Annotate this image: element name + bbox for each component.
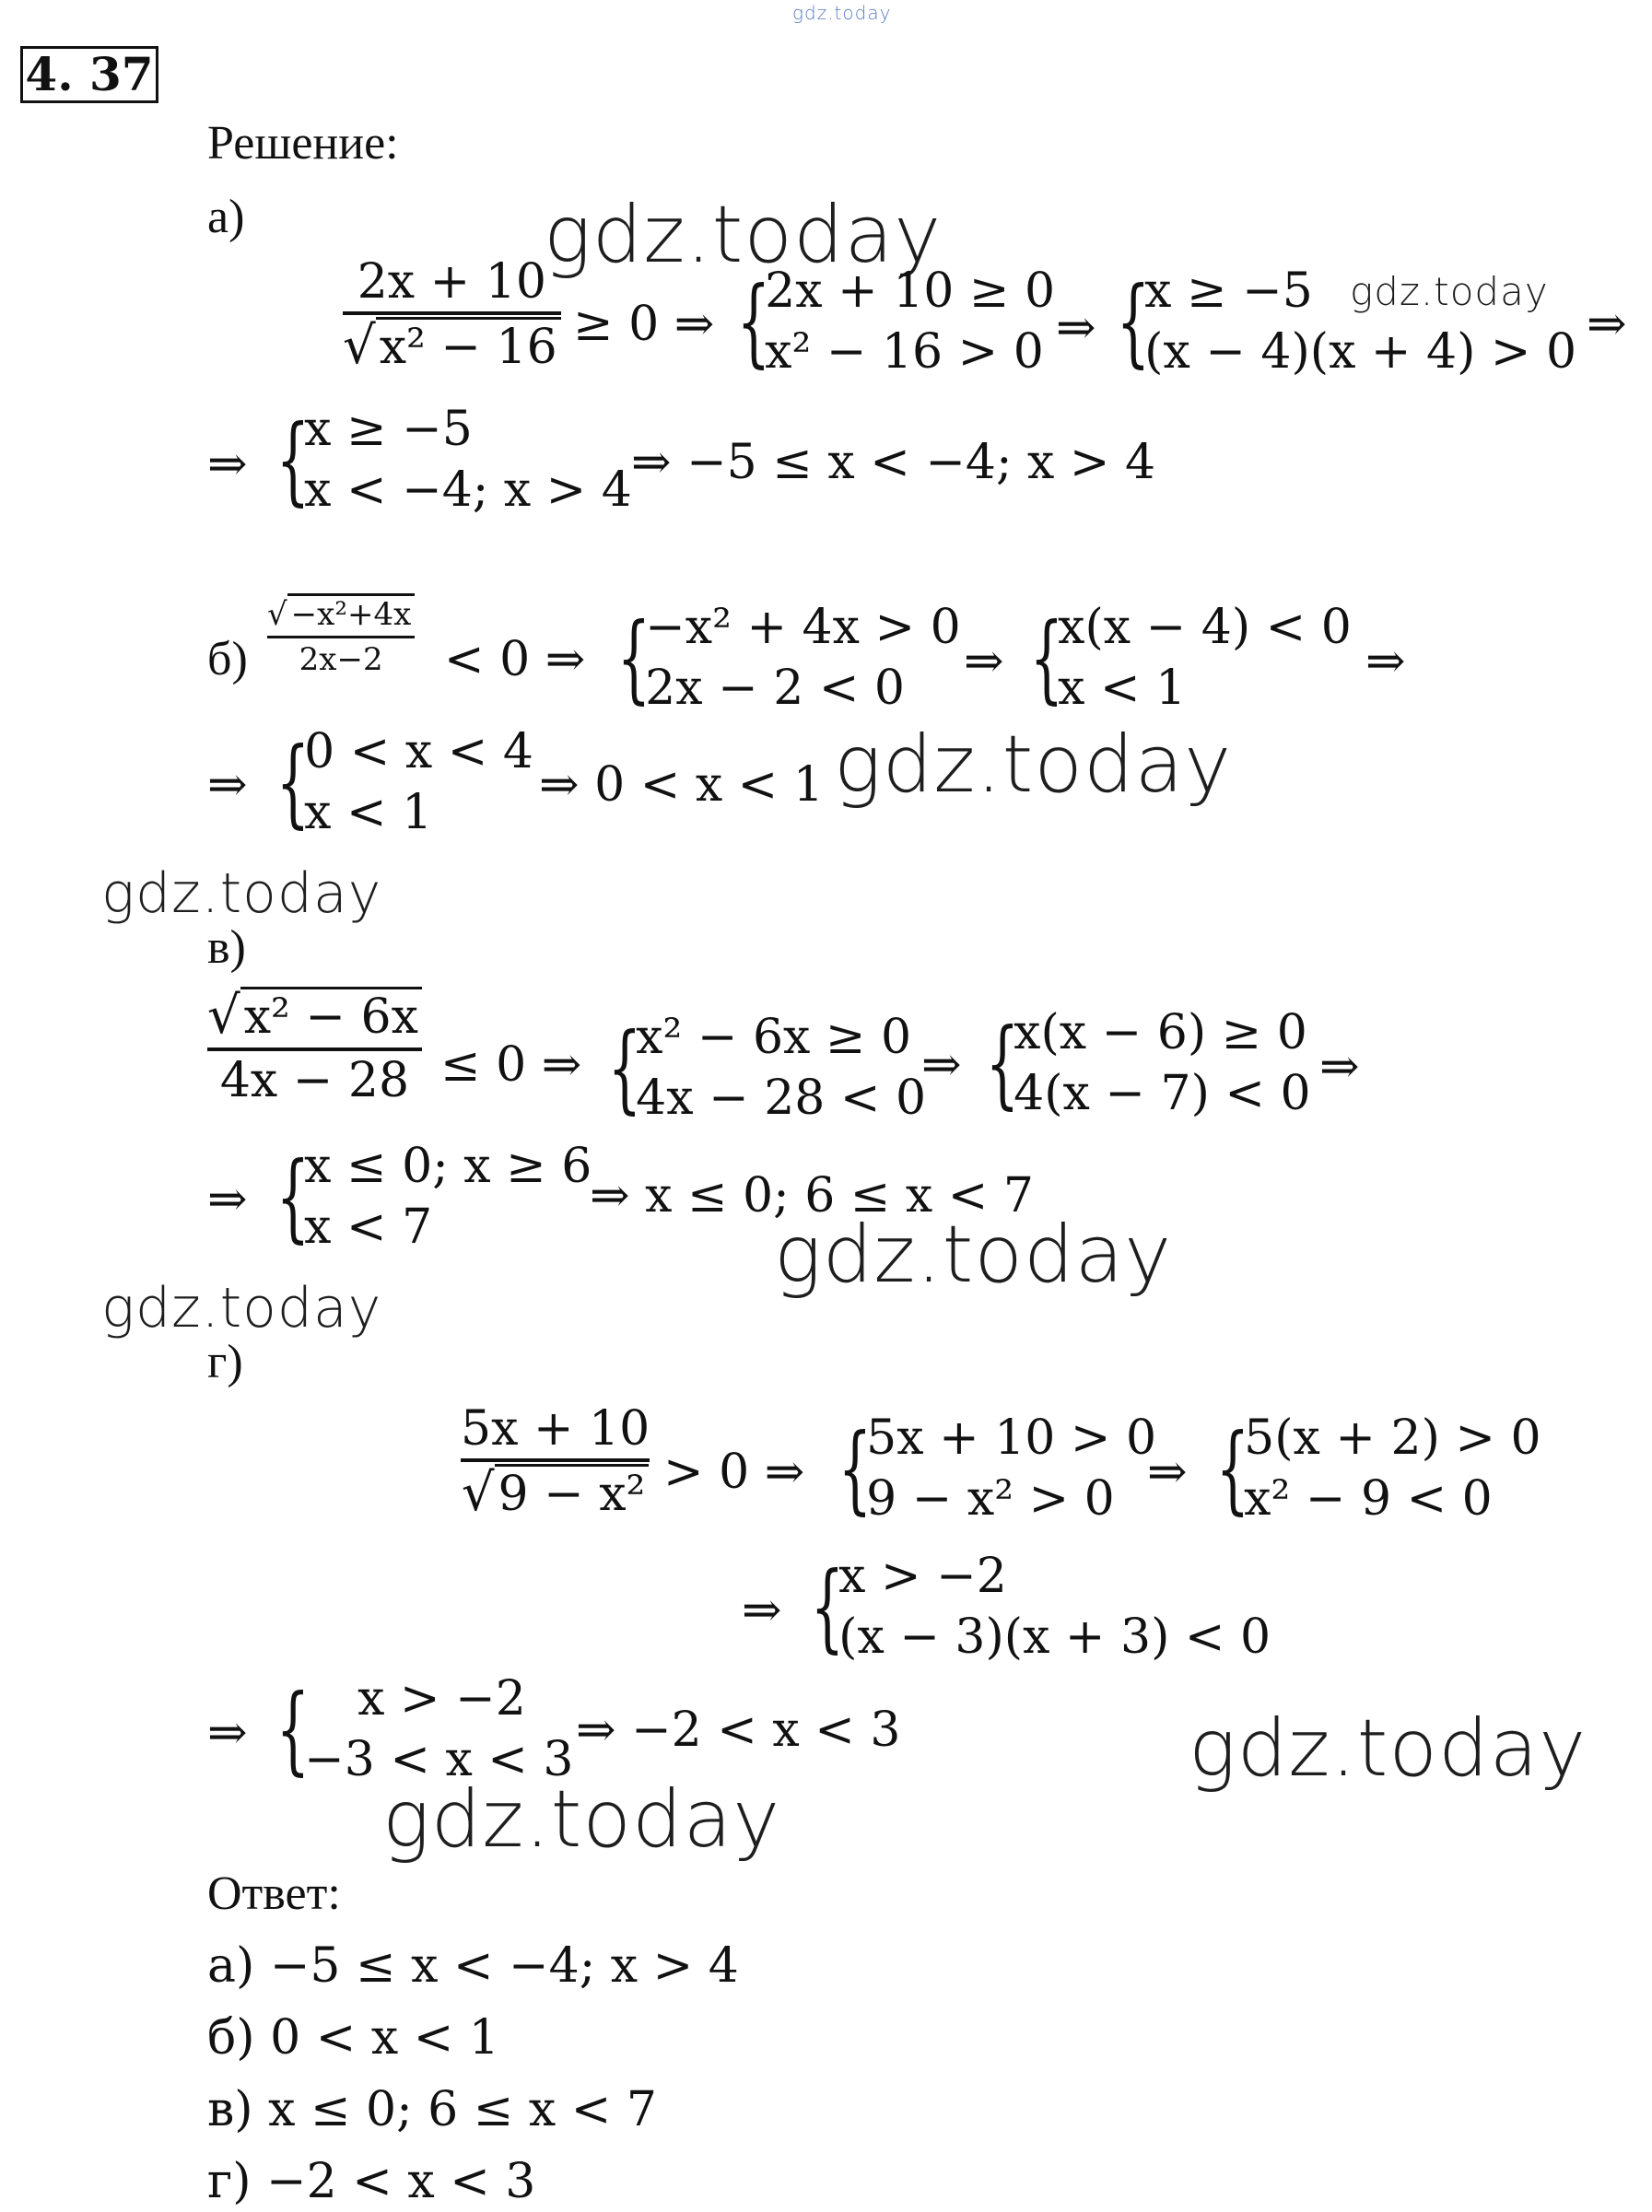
watermark: gdz.today — [544, 189, 943, 281]
part-c-result: ⇒ x ≤ 0; 6 ≤ x < 7 — [590, 1168, 1034, 1223]
brace-icon: { — [1215, 1412, 1250, 1525]
answer-d: г) −2 < x < 3 — [207, 2154, 536, 2209]
part-a-fraction — [343, 254, 561, 376]
system-line: −3 < x < 3 — [304, 1732, 574, 1787]
system-line: −x² + 4x > 0 — [645, 600, 961, 655]
brace-icon: { — [1116, 265, 1151, 378]
part-a-system-1 — [709, 263, 1056, 380]
part-c-system-3 — [249, 1139, 592, 1255]
system-line: 2x + 10 ≥ 0 — [765, 263, 1056, 319]
part-b-label: б) — [207, 633, 248, 685]
fraction-denominator: 4x − 28 — [219, 1053, 410, 1108]
solution-heading: Решение: — [207, 117, 399, 170]
watermark: gdz.today — [792, 2, 892, 24]
system-line: 4x − 28 < 0 — [636, 1071, 927, 1126]
part-c-fraction — [207, 986, 422, 1108]
brace-icon: { — [838, 1412, 873, 1525]
sqrt-icon: √ — [267, 596, 287, 633]
implies-arrow: ⇒ — [207, 1705, 248, 1761]
brace-icon: { — [985, 1007, 1020, 1119]
implies-arrow: ⇒ — [207, 437, 248, 492]
part-b-system-3 — [249, 724, 533, 840]
system-line: 5x + 10 > 0 — [866, 1410, 1157, 1466]
system-line: x < −4; x > 4 — [304, 462, 632, 518]
part-c-system-1 — [580, 1010, 927, 1126]
brace-icon: { — [607, 1012, 642, 1124]
answer-heading: Ответ: — [207, 1867, 341, 1920]
system-line: x² − 6x ≥ 0 — [636, 1010, 912, 1065]
implies-arrow: ⇒ — [207, 1172, 248, 1227]
part-c-relation: ≤ 0 ⇒ — [440, 1037, 582, 1093]
brace-icon: { — [736, 265, 771, 378]
fraction-numerator: 5x + 10 — [461, 1401, 650, 1457]
answer-b: б) 0 < x < 1 — [207, 2010, 499, 2066]
sqrt-icon: √ — [207, 986, 240, 1046]
implies-arrow: ⇒ — [1365, 634, 1406, 689]
part-d-relation: > 0 ⇒ — [663, 1445, 805, 1500]
system-line: 4(x − 7) < 0 — [1013, 1066, 1311, 1121]
part-b-system-2 — [1002, 600, 1352, 716]
part-a-system-3 — [249, 402, 632, 518]
part-d-system-3 — [783, 1549, 1271, 1665]
part-d-system-1 — [811, 1410, 1157, 1527]
sqrt-radicand: x² − 16 — [376, 317, 561, 375]
fraction-denominator — [343, 316, 561, 376]
system-line: 2x − 2 < 0 — [645, 661, 906, 716]
sqrt-icon: √ — [343, 316, 376, 376]
part-d-fraction — [461, 1401, 650, 1523]
fraction-bar — [461, 1458, 650, 1462]
brace-icon: { — [810, 1551, 845, 1663]
brace-icon: { — [1029, 602, 1064, 714]
part-a-label: а) — [207, 191, 245, 243]
watermark: gdz.today — [774, 1209, 1173, 1301]
system-line: x < 1 — [1058, 661, 1187, 716]
system-line: x < 1 — [304, 785, 433, 840]
system-line: x ≤ 0; x ≥ 6 — [304, 1139, 592, 1194]
system-line: x(x − 6) ≥ 0 — [1013, 1005, 1307, 1060]
implies-arrow: ⇒ — [964, 634, 1004, 689]
system-line: (x − 4)(x + 4) > 0 — [1144, 324, 1577, 380]
brace-icon: { — [275, 404, 310, 516]
fraction-denominator: 2x−2 — [299, 641, 383, 678]
watermark: gdz.today — [101, 1276, 382, 1340]
fraction-numerator — [267, 596, 415, 633]
implies-arrow: ⇒ — [1147, 1445, 1188, 1500]
task-number: 4. 37 — [20, 46, 158, 103]
watermark: gdz.today — [1350, 269, 1549, 314]
system-line: x < 7 — [304, 1200, 433, 1255]
part-d-system-2 — [1189, 1410, 1541, 1527]
implies-arrow: ⇒ — [921, 1037, 962, 1093]
system-line: x(x − 4) < 0 — [1058, 600, 1352, 655]
system-line: x > −2 — [838, 1549, 1007, 1604]
sqrt-icon: √ — [461, 1463, 495, 1523]
implies-arrow: ⇒ — [742, 1583, 782, 1638]
part-d-system-4 — [249, 1671, 574, 1787]
part-b-relation: < 0 ⇒ — [444, 632, 586, 687]
system-line: x ≥ −5 — [1144, 263, 1313, 319]
sqrt-radicand: −x²+4x — [287, 593, 416, 633]
fraction-numerator — [207, 986, 422, 1046]
part-a-result: ⇒ −5 ≤ x < −4; x > 4 — [631, 435, 1156, 490]
system-line: 0 < x < 4 — [304, 724, 533, 779]
answer-c: в) x ≤ 0; 6 ≤ x < 7 — [207, 2082, 657, 2137]
brace-icon: { — [275, 1673, 310, 1785]
answer-a: а) −5 ≤ x < −4; x > 4 — [207, 1938, 739, 1994]
watermark: gdz.today — [834, 719, 1233, 811]
part-d-label: г) — [207, 1336, 243, 1388]
fraction-bar — [207, 1047, 422, 1051]
part-b-fraction — [267, 596, 415, 678]
brace-icon: { — [275, 726, 310, 838]
part-c-system-2 — [958, 1005, 1311, 1121]
fraction-denominator — [461, 1463, 650, 1523]
fraction-bar — [267, 636, 415, 638]
brace-icon: { — [616, 602, 651, 714]
implies-arrow: ⇒ — [1056, 300, 1096, 356]
sqrt-radicand: 9 − x² — [495, 1464, 650, 1522]
system-line: x > −2 — [357, 1671, 526, 1726]
fraction-bar — [343, 311, 561, 315]
part-d-result: ⇒ −2 < x < 3 — [576, 1703, 901, 1758]
part-b-system-1 — [590, 600, 961, 716]
fraction-numerator: 2x + 10 — [357, 254, 546, 310]
part-a-relation: ≥ 0 ⇒ — [573, 297, 715, 352]
watermark: gdz.today — [382, 1773, 781, 1866]
part-c-label: в) — [207, 921, 246, 974]
system-line: 5(x + 2) > 0 — [1244, 1410, 1541, 1466]
system-line: x ≥ −5 — [304, 402, 473, 457]
watermark: gdz.today — [1189, 1703, 1588, 1795]
sqrt-radicand: x² − 6x — [240, 987, 422, 1045]
brace-icon: { — [275, 1141, 310, 1253]
implies-arrow: ⇒ — [1587, 297, 1627, 352]
implies-arrow: ⇒ — [207, 757, 248, 813]
system-line: x² − 9 < 0 — [1244, 1471, 1493, 1527]
part-b-result: ⇒ 0 < x < 1 — [539, 757, 824, 813]
system-line: (x − 3)(x + 3) < 0 — [838, 1609, 1271, 1665]
implies-arrow: ⇒ — [1319, 1039, 1360, 1094]
watermark: gdz.today — [101, 861, 382, 926]
system-line: x² − 16 > 0 — [765, 324, 1044, 380]
system-line: 9 − x² > 0 — [866, 1471, 1115, 1527]
